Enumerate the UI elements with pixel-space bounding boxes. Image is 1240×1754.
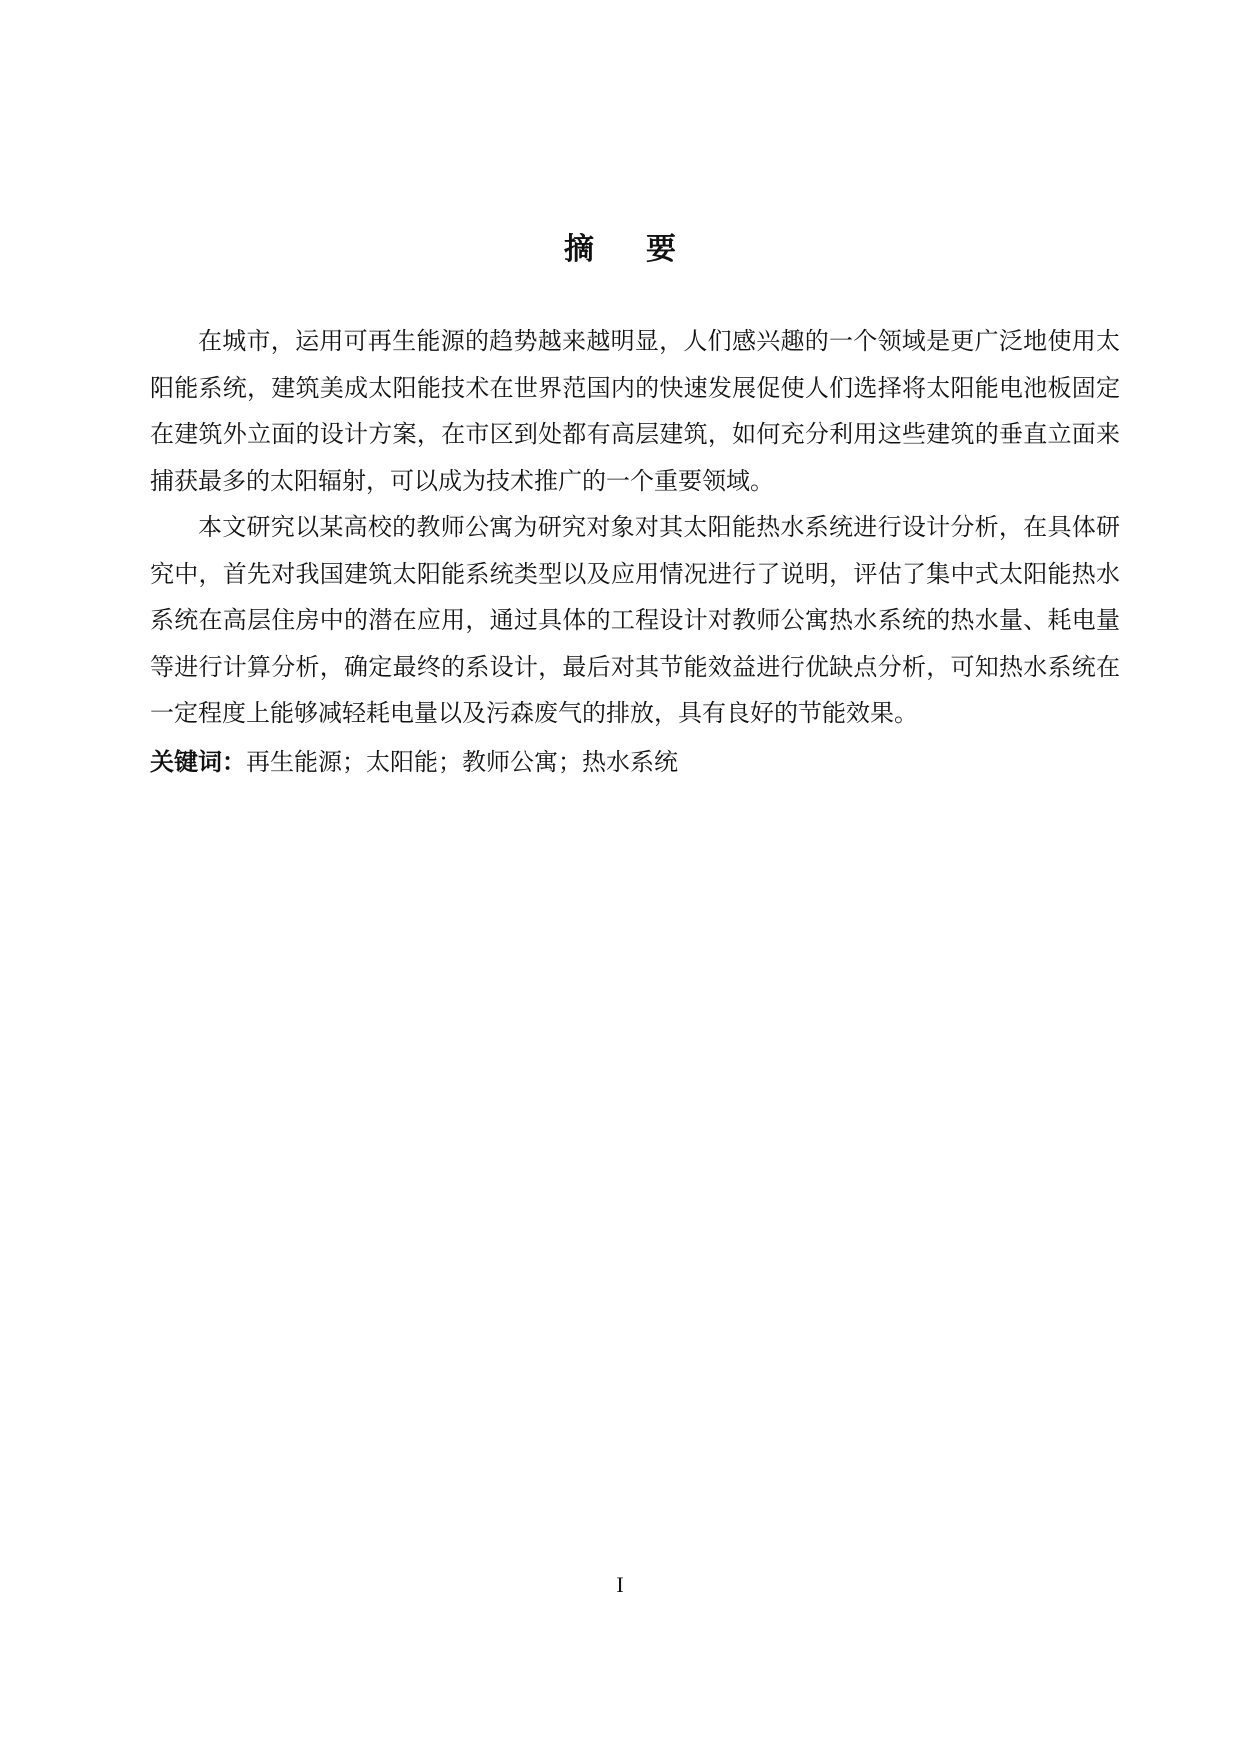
- keywords-label: 关键词：: [150, 748, 246, 776]
- keywords-line: [150, 742, 1120, 782]
- abstract-paragraph-2: 本文研究以某高校的教师公寓为研究对象对其太阳能热水系统进行设计分析，在具体研究中，首先对我国建筑太阳能系统类型以及应用情况进行了说明，评估了集中式太阳能热水系统在高层住房中的潜在应用，通过具体的工程设计对教师公寓热水系统的热水量、耗电量等进行计算分析，确定最终的系设计，最后对其节能效益进行优缺点分析，可知热水系统在一定程度上能够减轻耗电量以及污森废气的排放，具有良好的节能效果。: [150, 513, 1120, 727]
- page-number: I: [616, 1572, 624, 1597]
- abstract-title: 摘要: [564, 232, 728, 267]
- abstract-paragraph-1: 在城市，运用可再生能源的趋势越来越明显，人们感兴趣的一个领域是更广泛地使用太阳能系统，建筑美成太阳能技术在世界范国内的快速发展促使人们选择将太阳能电池板固定在建筑外立面的设计方案，在市区到处都有高层建筑，如何充分利用这些建筑的垂直立面来捕获最多的太阳辐射，可以成为技术推广的一个重要领域。: [150, 327, 1120, 495]
- abstract-body: [150, 318, 1120, 737]
- keywords-value: 再生能源；太阳能；教师公寓；热水系统: [246, 748, 678, 776]
